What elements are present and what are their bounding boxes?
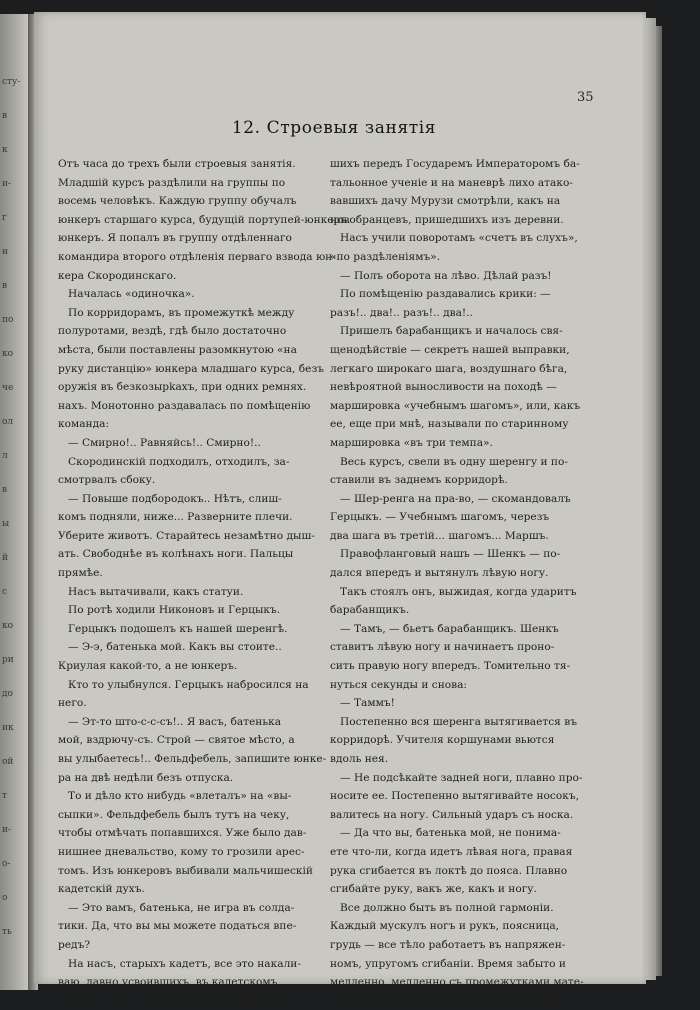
text-line: команда: [58, 418, 110, 431]
text-line: легкаго широкаго шага, воздушнаго бѣга, [330, 362, 568, 375]
left-page-fragment: в [2, 281, 8, 291]
text-line: сгибайте руку, вакъ же, какъ и ногу. [330, 883, 537, 896]
text-line: — Смирно!.. Равняйсь!.. Смирно!.. [68, 436, 261, 449]
left-page-fragment: в [2, 111, 8, 121]
left-page-fragment: и- [2, 825, 12, 835]
left-page-fragment: л [2, 451, 8, 461]
section-title: 12. Строевыя занятія [231, 118, 437, 138]
text-line: Младшій курсъ раздѣлили на группы по [58, 176, 286, 189]
text-line: редъ? [58, 938, 90, 951]
text-line: два шага въ третій... шагомъ... Маршъ. [330, 529, 549, 542]
text-line: мѣста, были поставлены разомкнутою «на [58, 343, 297, 356]
text-line: маршировка «въ три темпа». [330, 436, 493, 449]
text-line: тики. Да, что вы мы можете податься впе- [58, 920, 297, 933]
text-line: вдоль нея. [330, 753, 389, 765]
text-line: новобранцевъ, пришедшихъ изъ деревни. [330, 213, 564, 226]
left-page-fragment: и- [2, 179, 12, 189]
text-line: Насъ вытачивали, какъ статуи. [68, 585, 244, 598]
text-line: командира второго отдѣленія перваго взвода юн- [58, 250, 336, 263]
page-stack-edge [646, 18, 656, 980]
text-line: восемь человѣкъ. Каждую группу обучалъ [58, 195, 297, 208]
left-page-fragment: ко [2, 621, 14, 631]
text-line: ете что-ли, когда идетъ лѣвая нога, правая [330, 845, 573, 858]
text-line: грудь — все тѣло работаетъ въ напряжен- [330, 938, 566, 951]
text-line: руку дистанцію» юнкера младшаго курса, безъ [58, 362, 324, 375]
text-line: нишнее дневальство, кому то грозили арес- [58, 845, 305, 858]
text-line: ваю, давно усвоившихъ, въ кадетскомъ [58, 976, 278, 989]
text-line: барабанщикъ. [330, 604, 410, 617]
text-line: Началась «одиночка». [68, 288, 195, 301]
text-line: — Да что вы, батенька мой, не понима- [340, 827, 561, 840]
left-page-fragment: че [2, 383, 14, 393]
text-line: него. [58, 697, 87, 710]
text-line: — Тамъ, — бьетъ барабанщикъ. Шенкъ [340, 622, 559, 635]
text-line: шихъ передъ Государемъ Императоромъ ба- [330, 158, 580, 170]
left-page-fragment: ол [2, 417, 14, 427]
text-line: юнкеръ старшаго курса, будущій портупей-юнкеръ. [58, 213, 351, 226]
left-page-fragment: г [2, 213, 7, 223]
page-number: 35 [577, 90, 594, 105]
text-line: — Эт-то што-с-с-съ!.. Я васъ, батенька [68, 715, 282, 728]
text-line: Уберите животъ. Старайтесь незамѣтно дыш- [58, 529, 315, 542]
text-line: По ротѣ ходили Никоновъ и Герцыкъ. [68, 604, 281, 617]
text-line: — Таммъ! [340, 697, 395, 710]
text-line: Правофланговый нашъ — Шенкъ — по- [340, 548, 561, 561]
text-line: — Не подсѣкайте задней ноги, плавно про- [340, 771, 583, 784]
text-line: невѣроятной выносливости на походѣ — [330, 381, 557, 394]
text-line: — Э-э, батенька мой. Какъ вы стоите.. [68, 641, 282, 654]
text-line: кадетскій духъ. [58, 883, 145, 896]
left-page-fragment: ик [2, 723, 14, 733]
text-line: ее, еще при мнѣ, называли по старинному [330, 418, 569, 431]
left-page-fragment: по [2, 315, 14, 325]
text-line: мой, вздрючу-съ. Строй — святое мѣсто, а [58, 734, 295, 747]
text-line: дался впередъ и вытянулъ лѣвую ногу. [330, 567, 549, 580]
text-line: носите ее. Постепенно вытягивайте носокъ, [330, 790, 579, 803]
text-column-right [330, 155, 592, 1010]
text-line: медленно, медленно съ промежутками мате- [330, 976, 584, 989]
text-line: Криулая какой-то, а не юнкеръ. [58, 660, 238, 673]
text-line: По корридорамъ, въ промежуткѣ между [68, 306, 295, 319]
text-line: нуться секунды и снова: [330, 678, 467, 691]
text-line: сыпки». Фельдфебель былъ тутъ на чеку, [58, 808, 290, 821]
left-page-fragment: о- [2, 859, 11, 869]
text-line: Пришелъ барабанщикъ и началось свя- [340, 325, 563, 338]
text-line: Все должно быть въ полной гармоніи. [340, 901, 554, 914]
left-page-fragment: ой [2, 757, 14, 767]
text-line: То и дѣло кто нибудь «влеталъ» на «вы- [68, 790, 292, 803]
text-line: Такъ стоялъ онъ, выжидая, когда ударитъ [340, 585, 577, 598]
text-line: оружія въ безкозырkахъ, при одних ремнях. [58, 381, 307, 394]
text-line: матически точными бьетъ прикомандиро- [330, 994, 568, 1007]
text-line: смотрвалъ сбоку. [58, 474, 156, 487]
left-page-fragment: в [2, 485, 8, 495]
left-page-fragment: н [2, 247, 8, 257]
text-line: полуротами, вездѣ, гдѣ было достаточно [58, 325, 287, 338]
text-column-left [58, 155, 351, 1010]
text-line: чтобы отмѣчать попавшихся. Уже было дав- [58, 827, 307, 840]
text-line: томъ. Изъ юнкеровъ выбивали мальчишескій [58, 864, 313, 877]
text-line: Постепенно вся шеренга вытягивается въ [340, 715, 577, 728]
book-cover-edge [656, 26, 662, 976]
left-page-fragment: ы [2, 519, 10, 529]
text-line: «по раздѣленіямъ». [330, 250, 441, 263]
left-page-fragment: й [2, 553, 8, 563]
text-line: Герцыкъ. — Учебнымъ шагомъ, черезъ [330, 511, 550, 524]
text-line: ставили въ заднемъ корридорѣ. [330, 474, 508, 487]
text-line: прямѣе. [58, 567, 103, 580]
text-line: лагерѣ, въ Петергофѣ, лѣтомъ, проѣзжав- [58, 994, 292, 1007]
text-line: Скородинскій подходилъ, отходилъ, за- [68, 455, 290, 468]
text-line: комъ подняли, ниже... Разверните плечи. [58, 511, 293, 524]
left-page-fragment: ри [2, 655, 14, 665]
text-line: номъ, упругомъ сгибаніи. Время забыто и [330, 957, 566, 970]
text-line: маршировка «учебнымъ шагомъ», или, какъ [330, 399, 581, 412]
text-line: тальонное ученіе и на маневрѣ лихо атако- [330, 176, 573, 189]
text-line: вы улыбаетесь!.. Фельдфебель, запишите юнке- [58, 753, 327, 765]
text-line: сить правую ногу впередъ. Томительно тя- [330, 660, 571, 673]
left-page-fragment: о [2, 893, 8, 903]
text-line: корридорѣ. Учителя коршунами вьются [330, 734, 555, 747]
left-page-fragment: с [2, 587, 8, 597]
text-line: Насъ учили поворотамъ «счетъ въ слухъ», [340, 232, 578, 245]
text-line: — Повыше подбородокъ.. Нѣтъ, слиш- [68, 492, 282, 505]
text-line: — Это вамъ, батенька, не игра въ солда- [68, 901, 295, 914]
text-line: Каждый мускулъ ногъ и рукъ, поясница, [330, 920, 560, 933]
text-line: ать. Свободнѣе въ колѣнахъ ноги. Пальцы [58, 548, 294, 561]
left-page-fragment: т [2, 791, 7, 801]
text-line: Отъ часа до трехъ были строевыя занятія. [58, 158, 296, 170]
text-line: По помѣщенію раздавались крики: — [340, 288, 551, 301]
text-line: — Полъ оборота на лѣво. Дѣлай разъ! [340, 269, 552, 282]
left-page-fragment: до [2, 689, 13, 699]
text-line: На насъ, старыхъ кадетъ, все это накали- [68, 957, 301, 970]
book-page [34, 12, 646, 1007]
text-line: юнкеръ. Я попалъ въ группу отдѣленнаго [58, 232, 292, 245]
text-line: ра на двѣ недѣли безъ отпуска. [58, 771, 234, 784]
text-line: вавшихъ дачу Мурузи смотрѣли, какъ на [330, 195, 561, 208]
left-page-fragment: сту- [2, 77, 21, 87]
text-line: кера Скородинскаго. [58, 269, 177, 282]
left-page-fragment: к [2, 145, 8, 155]
text-line: щенодѣйствіе — секретъ нашей выправки, [330, 343, 570, 356]
left-page-fragment: ть [2, 927, 12, 937]
text-line: Герцыкъ подошелъ къ нашей шеренгѣ. [68, 622, 288, 635]
text-line: рука сгибается въ локтѣ до пояса. Плавно [330, 864, 568, 877]
text-line: нахъ. Монотонно раздавалась по помѣщенію [58, 399, 311, 412]
text-line: Кто то улыбнулся. Герцыкъ набросился на [68, 678, 309, 691]
text-line: Весь курсъ, свели въ одну шеренгу и по- [340, 455, 568, 468]
left-page-edge [0, 14, 28, 990]
left-page-fragment: ко [2, 349, 14, 359]
text-line: разъ!.. два!.. разъ!.. два!.. [330, 306, 473, 319]
text-line: — Шер-ренга на пра-во, — скомандовалъ [340, 492, 571, 505]
text-line: ставитъ лѣвую ногу и начинаетъ проно- [330, 641, 555, 654]
text-line: валитесь на ногу. Сильный ударъ съ носка. [330, 808, 574, 821]
